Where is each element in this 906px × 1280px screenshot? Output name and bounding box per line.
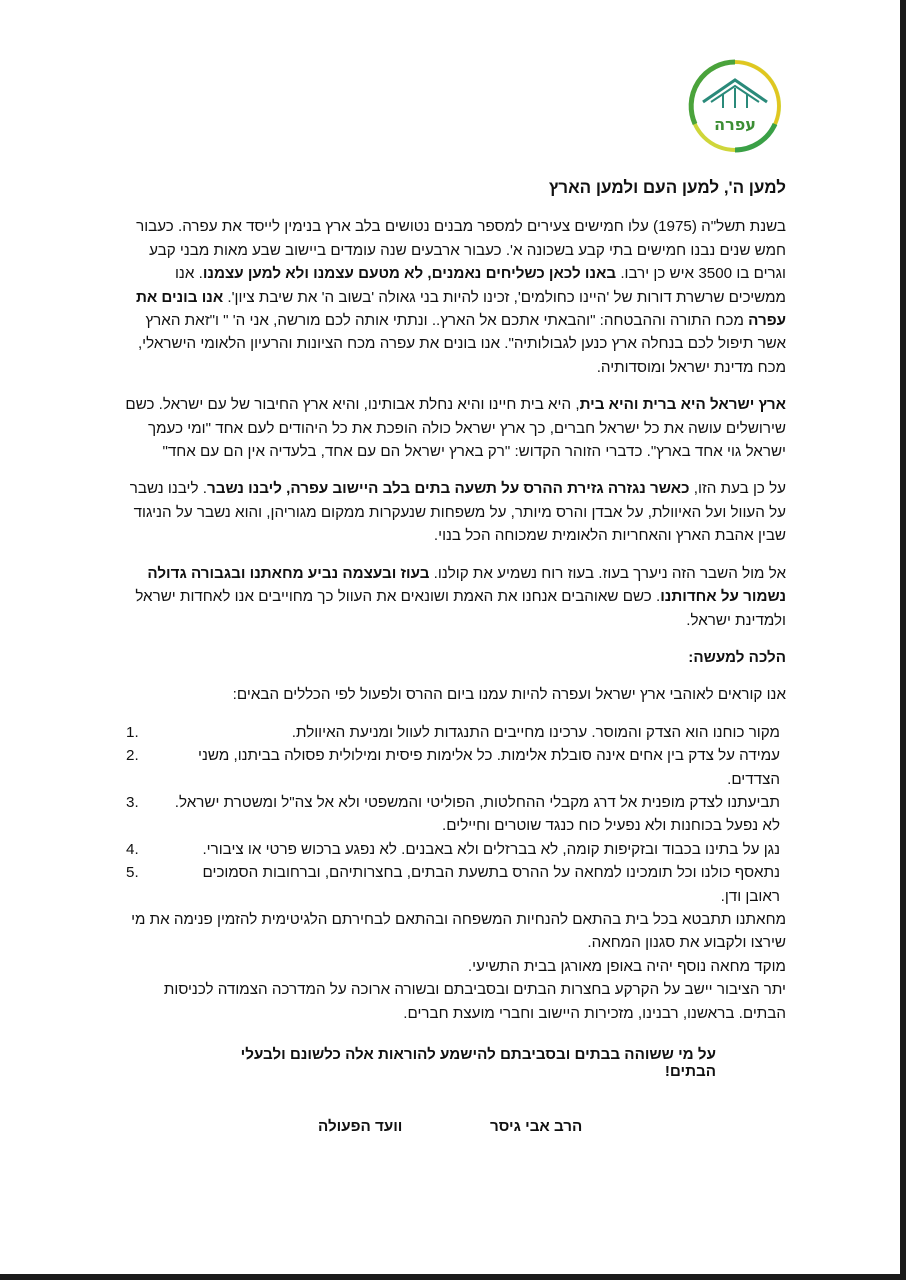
- closing-statement: על מי ששוהה בבתים ובסביבתם להישמע להוראות אלה כלשונם ולבעלי הבתים!: [240, 1046, 716, 1080]
- protest-detail: מוקד מחאה נוסף יהיה באופן מאורגן בבית התשיעי.: [467, 957, 786, 975]
- list-item: עמידה על צדק בין אחים אינה סובלת אלימות. כל אלימות פיסית ומילולית פסולה בביתנו, משני הצדדים. 2.: [126, 747, 780, 788]
- list-item: נתאסף כולנו וכל תומכינו למחאה על ההרס בתשעת הבתים, בחצרותיהם, וברחובות הסמוכים ראובן ודן. 5.: [126, 864, 780, 905]
- logo-text: עפרה: [714, 115, 756, 134]
- practical-subtitle: הלכה למעשה:: [688, 648, 786, 666]
- rules-intro: אנו קוראים לאוהבי ארץ ישראל ועפרה להיות עמנו ביום ההרס ולפעול לפי הכללים הבאים:: [232, 686, 786, 704]
- list-item: נגן על בתינו בכבוד ובזקיפות קומה, לא בברזלים ולא באבנים. לא נפגע ברכוש פרטי או ציבורי. 4.: [126, 840, 780, 858]
- list-item: תביעתנו לצדק מופנית אל דרג מקבלי ההחלטות, הפוליטי והמשפטי ולא אל צה"ל ומשטרת ישראל. לא נפעל בכוחנות ולא נפעיל כוח כנגד שוטרים וחיילים. 3.: [126, 793, 780, 835]
- paragraph-history: בשנת תשל"ה (1975) עלו חמישים צעירים למספר מבנים נטושים בלב ארץ בנימין לייסד את עפרה. כעבור חמש שנים נבנו חמישים בתי קבע בשכונה א'. כעבור ארבעים שנה עומדים ביישוב שבע מאות מבני קבע וגרים בו 3500 איש כן ירבו. באנו לכאן כשליחים נאמנים, לא מטעם עצמנו ולא למען עצמנו. אנו ממשיכים שרשרת דורות של 'היינו כחולמים', זכינו להיות בני גאולה 'בשוב ה' את שיבת ציון'. אנו בונים את עפרה מכח התורה וההבטחה: "והבאתי אתכם אל הארץ.. ונתתי אותה לכם מורשה, אני ה' " ו"זאת הארץ אשר תיפול לכם בנחלה ארץ כנען לגבולותיה". אנו בונים את עפרה מכח הציונות והרעיון הלאומי הישראלי, מכח מדינת ישראל ומוסדותיה.: [135, 218, 786, 376]
- paragraph-heartbreak: על כן בעת הזו, כאשר נגזרה גזירת ההרס על תשעה בתים בלב היישוב עפרה, ליבנו נשבר. ליבנו נשבר על העוול ועל האיוולת, על אבדן והרס מיותר, על משפחות שנעקרות ממקום מגוריהן, והוא נשבר על הניגוד שבין אהבת הארץ והאחריות הלאומית שמכוחה הכל בנוי.: [129, 480, 786, 545]
- paragraph-strength: אל מול השבר הזה ניערך בעוז. בעוז רוח נשמיע את קולנו. בעוז ובעצמה נביע מחאתנו ובגבורה גדולה נשמור על אחדותנו. כשם שאוהבים אנחנו את האמת ושונאים את העוול כך מחוייבים אנו לאחדות ישראל ולמדינת ישראל.: [135, 564, 786, 629]
- protest-detail: מחאתנו תתבטא בכל בית בהתאם להנחיות המשפחה ובהתאם לבחירתם הלגיטימית להזמין פנימה את מי שירצו ולקבוע את סגנון המחאה.: [131, 910, 786, 952]
- list-item: מקור כוחנו הוא הצדק והמוסר. ערכינו מחייבים התנגדות לעוול ומניעת האיוולת. 1.: [126, 723, 780, 741]
- ofra-logo-icon: [687, 58, 783, 154]
- letter-body: [122, 176, 786, 1025]
- signature-rabbi: הרב אבי גיסר: [490, 1118, 583, 1135]
- letter-title: למען ה', למען העם ולמען הארץ: [548, 178, 786, 197]
- paragraph-land: ארץ ישראל היא ברית והיא בית, היא בית חיינו והיא נחלת אבותינו, והיא ארץ החיבור של עם ישראל. כשם שירושלים עושה את כל ישראל חברים, כך ארץ ישראל כולה הופכת את כל היהודים לעם אחד "ומי כעמך ישראל גוי אחד בארץ". כדברי הזוהר הקדוש: "רק בארץ ישראל הם עם אחד, בלעדיה אין הם עם אחד": [125, 396, 786, 461]
- signature-committee: וועד הפעולה: [318, 1118, 403, 1135]
- protest-detail: יתר הציבור יישב על הקרקע בחצרות הבתים ובסביבתם ובשורה ארוכה על המדרכה הצמודה לכניסות הבתים. בראשנו, רבנינו, מזכירות היישוב וחברי מועצת חברים.: [163, 981, 786, 1022]
- rules-list: [122, 721, 786, 908]
